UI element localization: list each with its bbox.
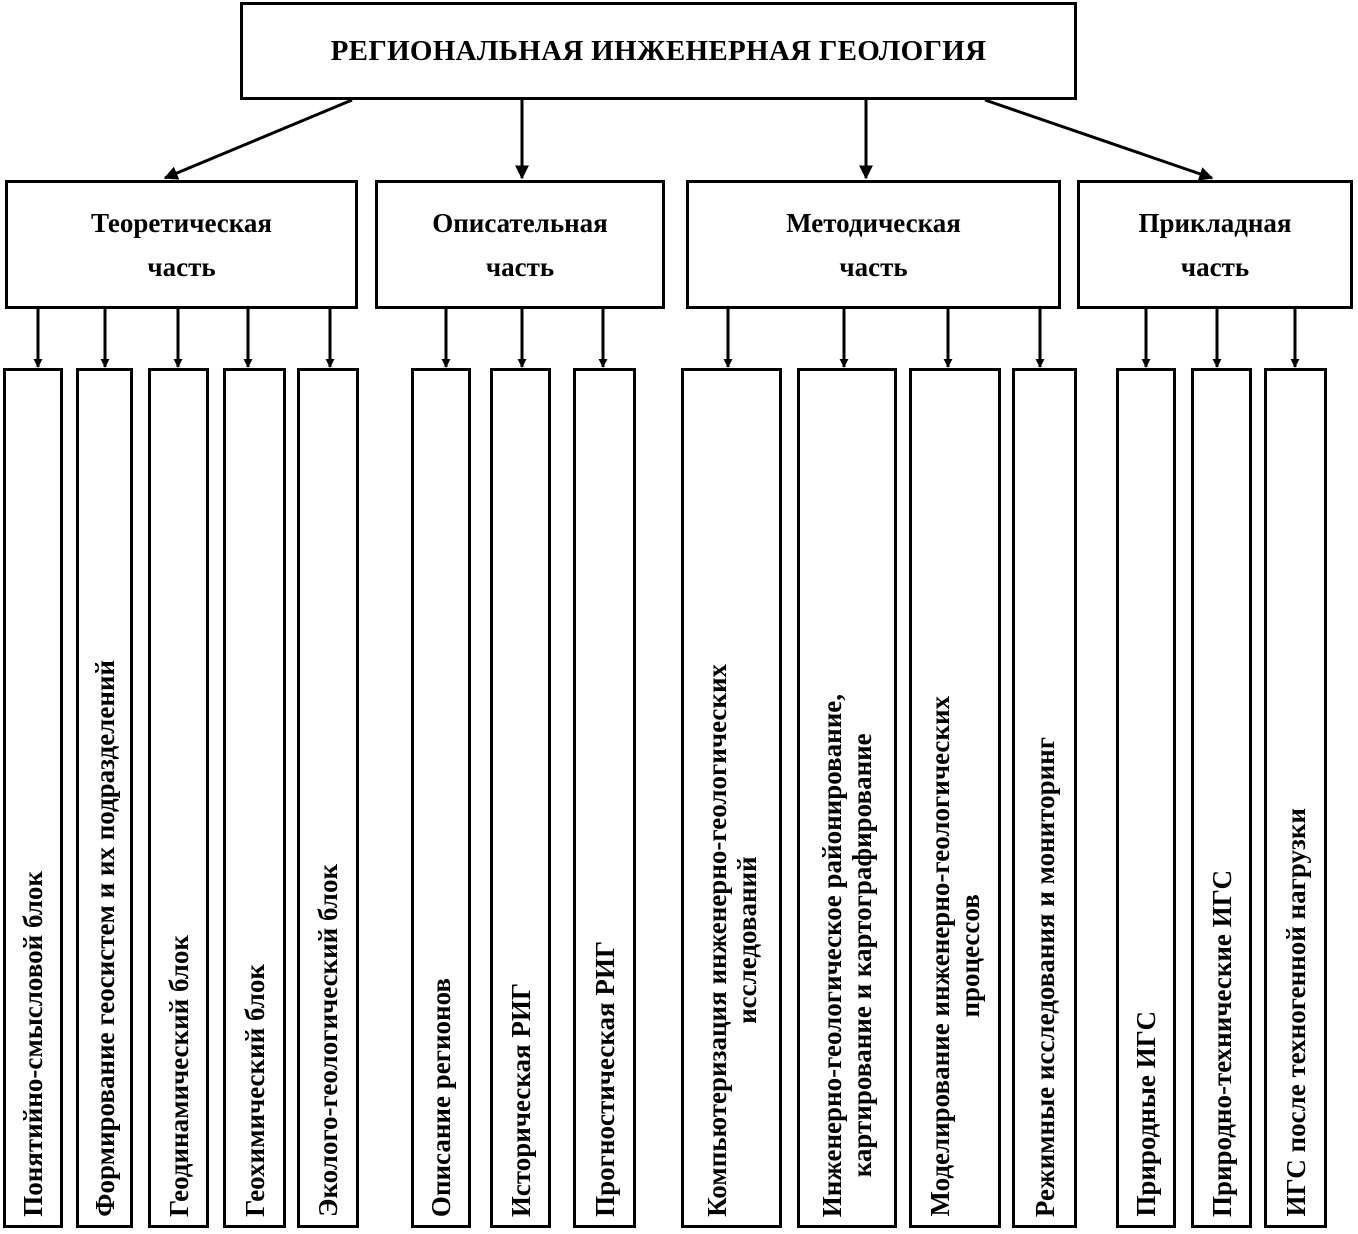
leaf-label-line: Описание регионов — [426, 977, 456, 1217]
leaf-box — [3, 368, 63, 1228]
leaf-box — [681, 368, 782, 1228]
leaf-label-line: Эколого-геологический блок — [313, 864, 343, 1217]
leaf-label — [817, 694, 877, 1217]
leaf-label — [590, 941, 620, 1217]
leaf-box — [573, 368, 636, 1228]
connector-arrow — [165, 100, 352, 178]
root-title: РЕГИОНАЛЬНАЯ ИНЖЕНЕРНАЯ ГЕОЛОГИЯ — [330, 34, 987, 67]
leaf-label-line: Моделирование инженерно-геологических — [925, 696, 955, 1217]
leaf-label-line: Формирование геосистем и их подразделений — [89, 660, 120, 1217]
leaf-label — [506, 983, 536, 1217]
category-subtitle: часть — [485, 251, 555, 282]
leaf-label-line: исследований — [731, 856, 762, 1025]
leaf-label-line: Понятийно-смысловой блок — [18, 871, 48, 1217]
leaf-label-line: Инженерно-геологическое районирование, — [817, 693, 847, 1217]
leaf-label-line: Компьютеризация инженерно-геологических — [701, 664, 732, 1217]
leaf-box — [1191, 368, 1252, 1228]
leaf-box — [1116, 368, 1176, 1228]
leaf-label — [164, 935, 194, 1217]
category-box-theoretical — [5, 180, 358, 309]
leaf-label — [702, 664, 762, 1217]
category-title: Прикладная — [1138, 207, 1292, 238]
leaf-label-line: процессов — [955, 895, 985, 1019]
leaf-box — [411, 368, 471, 1228]
leaf-label — [1207, 870, 1237, 1217]
leaf-label — [925, 696, 985, 1217]
connector-arrow — [985, 100, 1212, 178]
leaf-label-line: картирование и картографирование — [847, 733, 877, 1178]
leaf-box — [797, 368, 897, 1228]
leaf-label-line: Природно-технические ИГС — [1206, 869, 1237, 1217]
leaf-box — [490, 368, 551, 1228]
leaf-label — [426, 978, 456, 1217]
category-box-methodical — [686, 180, 1061, 309]
leaf-label — [313, 864, 343, 1217]
category-subtitle: часть — [147, 251, 216, 282]
leaf-box — [223, 368, 286, 1228]
category-box-applied — [1077, 180, 1353, 309]
category-subtitle: часть — [1180, 251, 1250, 282]
root-box — [240, 2, 1077, 100]
category-title: Теоретическая — [90, 207, 273, 238]
leaf-label — [1030, 737, 1060, 1217]
leaf-label — [18, 871, 48, 1217]
category-box-descriptive — [375, 180, 665, 309]
leaf-box — [1012, 368, 1077, 1228]
category-title: Описательная — [432, 207, 608, 238]
leaf-label-line: Природные ИГС — [1131, 1011, 1161, 1217]
leaf-box — [76, 368, 133, 1228]
leaf-box — [1264, 368, 1327, 1228]
leaf-label-line: ИГС после техногенной нагрузки — [1280, 808, 1311, 1217]
leaf-label-line: Режимные исследования и мониторинг — [1029, 736, 1060, 1217]
leaf-label — [240, 964, 270, 1217]
leaf-box — [297, 368, 359, 1228]
leaf-label — [90, 660, 120, 1217]
leaf-label — [1281, 808, 1311, 1217]
leaf-label-line: Геохимический блок — [239, 964, 270, 1217]
leaf-label-line: Геодинамический блок — [163, 934, 194, 1217]
leaf-label-line: Прогностическая РИГ — [589, 941, 620, 1217]
leaf-box — [909, 368, 1001, 1228]
category-title: Методическая — [786, 207, 961, 238]
category-subtitle: часть — [839, 251, 908, 282]
leaf-box — [148, 368, 209, 1228]
leaf-label — [1131, 1011, 1161, 1217]
leaf-label-line: Историческая РИГ — [505, 982, 536, 1217]
